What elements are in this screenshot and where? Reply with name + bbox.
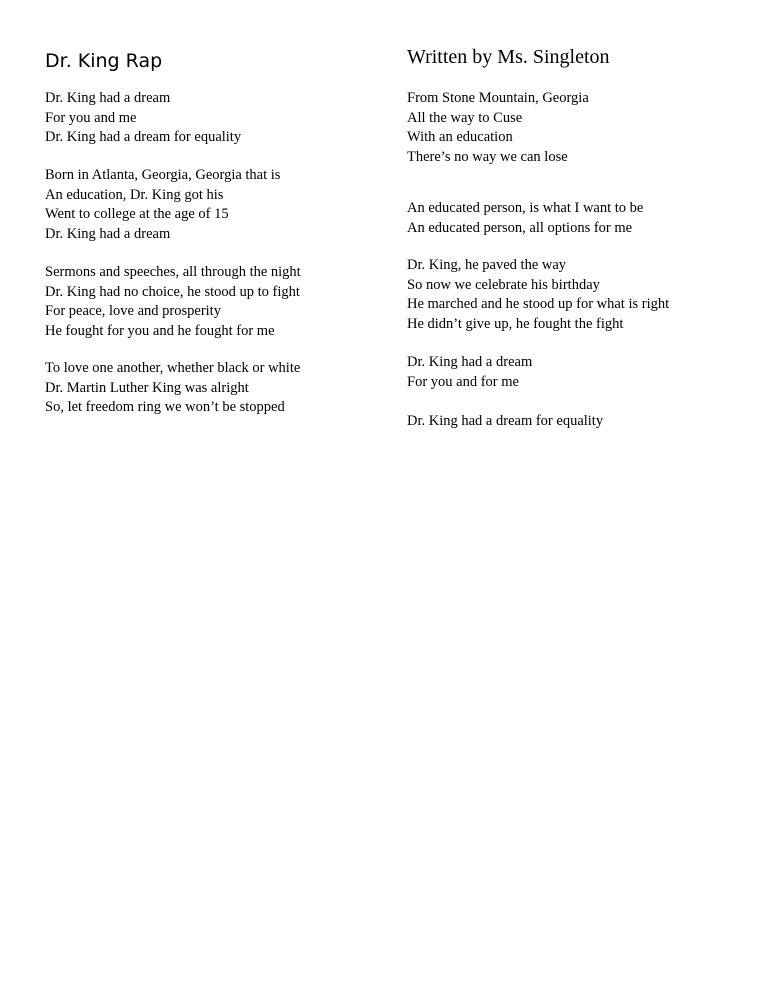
poem-line: Dr. King had a dream bbox=[407, 354, 533, 370]
stanza bbox=[45, 263, 301, 341]
poem-line: Sermons and speeches, all through the night bbox=[45, 264, 301, 280]
poem-line: Dr. Martin Luther King was alright bbox=[45, 379, 249, 396]
poem-line: For you and me bbox=[45, 109, 137, 126]
stanza bbox=[407, 353, 532, 392]
poem-line: Dr. King had a dream for equality bbox=[407, 413, 604, 429]
poem-line: So, let freedom ring we won’t be stopped bbox=[45, 399, 285, 415]
poem-line: Dr. King had a dream bbox=[45, 90, 171, 106]
poem-line: Dr. King had no choice, he stood up to fight bbox=[45, 283, 300, 300]
poem-line: Born in Atlanta, Georgia, Georgia that is bbox=[45, 167, 281, 183]
poem-line: Dr. King, he paved the way bbox=[407, 257, 567, 273]
poem-line: An educated person, is what I want to be bbox=[407, 200, 644, 216]
poem-line: For peace, love and prosperity bbox=[45, 303, 221, 319]
poem-line: He fought for you and he fought for me bbox=[45, 322, 275, 339]
stanza bbox=[45, 166, 280, 244]
stanza bbox=[45, 89, 241, 148]
poem-line: An educated person, all options for me bbox=[407, 219, 633, 236]
poem-line: There’s no way we can lose bbox=[407, 148, 568, 165]
poem-line: All the way to Cuse bbox=[407, 109, 523, 126]
stanza bbox=[45, 359, 300, 418]
poem-line: Went to college at the age of 15 bbox=[45, 206, 229, 222]
poem-title: Dr. King Rap bbox=[45, 50, 163, 72]
stanza bbox=[407, 412, 603, 432]
poem-line: He didn’t give up, he fought the fight bbox=[407, 315, 624, 332]
poem-line: From Stone Mountain, Georgia bbox=[407, 90, 589, 106]
stanza bbox=[407, 256, 669, 334]
poem-line: An education, Dr. King got his bbox=[45, 186, 224, 203]
poem-line: Dr. King had a dream for equality bbox=[45, 129, 242, 145]
poem-line: Dr. King had a dream bbox=[45, 225, 171, 242]
poem-line: He marched and he stood up for what is right bbox=[407, 296, 670, 312]
poem-line: With an education bbox=[407, 129, 513, 145]
poem-line: So now we celebrate his birthday bbox=[407, 276, 600, 293]
poem-line: To love one another, whether black or white bbox=[45, 360, 301, 376]
stanza bbox=[407, 199, 643, 238]
stanza bbox=[407, 89, 589, 167]
poem-line: For you and for me bbox=[407, 373, 519, 390]
author-byline: Written by Ms. Singleton bbox=[407, 46, 610, 68]
